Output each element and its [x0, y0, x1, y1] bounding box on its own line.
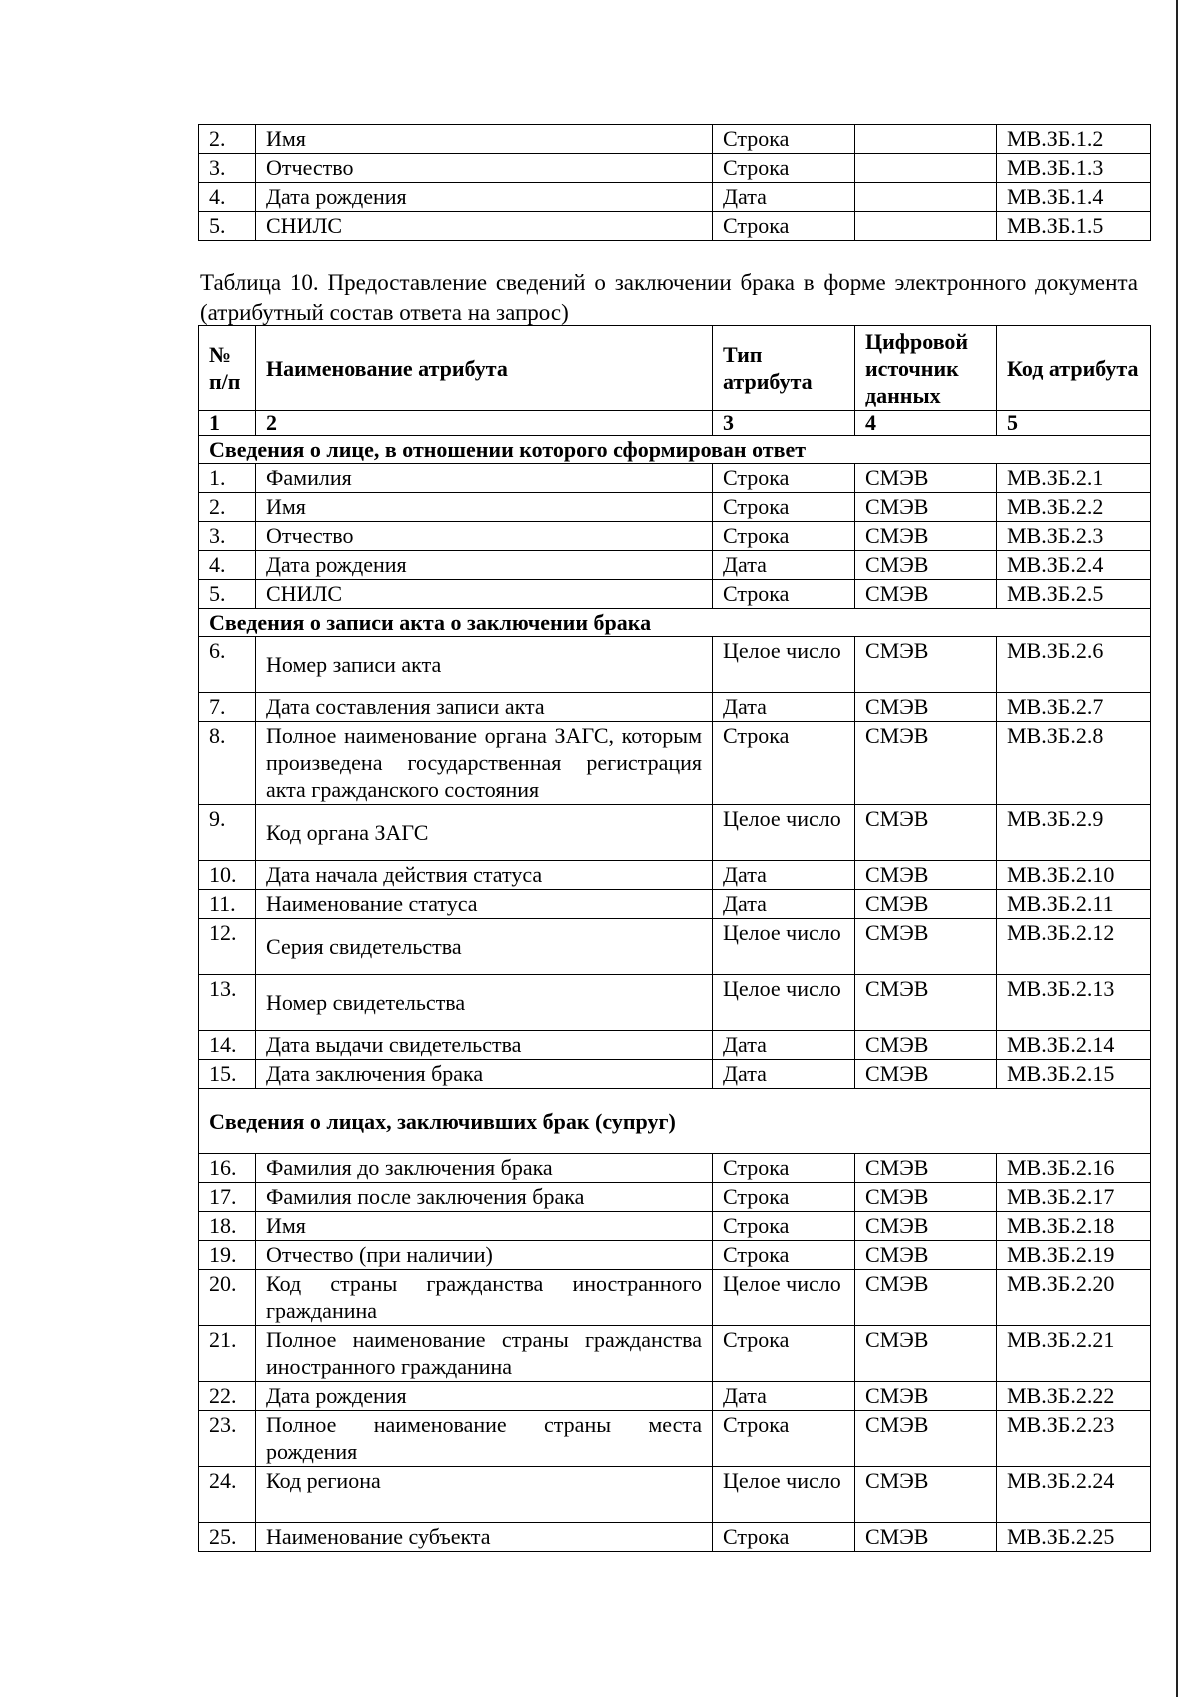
- attribute-code: МВ.ЗБ.1.4: [997, 183, 1151, 212]
- attribute-type: Строка: [713, 125, 855, 154]
- attribute-code: МВ.ЗБ.2.22: [997, 1382, 1151, 1411]
- data-source: СМЭВ: [855, 1060, 997, 1089]
- attribute-name: Дата рождения: [256, 183, 713, 212]
- attribute-name: Полное наименование страны гражданства иностранного гражданина: [256, 1326, 713, 1382]
- attribute-name: Фамилия после заключения брака: [256, 1183, 713, 1212]
- attribute-code: МВ.ЗБ.2.5: [997, 580, 1151, 609]
- attribute-type: Целое число: [713, 919, 855, 975]
- header-attribute-type: Тип атрибута: [713, 326, 855, 411]
- data-source: СМЭВ: [855, 1382, 997, 1411]
- row-number: 9.: [199, 805, 256, 861]
- section-title: Сведения о лицах, заключивших брак (супруг): [199, 1089, 1151, 1154]
- data-source: СМЭВ: [855, 493, 997, 522]
- attribute-name: Дата начала действия статуса: [256, 861, 713, 890]
- header-number: № п/п: [199, 326, 256, 411]
- attribute-code: МВ.ЗБ.2.1: [997, 464, 1151, 493]
- attribute-name: Имя: [256, 1212, 713, 1241]
- data-source: СМЭВ: [855, 580, 997, 609]
- row-number: 22.: [199, 1382, 256, 1411]
- attribute-name: Имя: [256, 125, 713, 154]
- table-row: [199, 722, 1151, 805]
- table-row: [199, 1212, 1151, 1241]
- row-number: 8.: [199, 722, 256, 805]
- table-row: [199, 1031, 1151, 1060]
- table-row: [199, 580, 1151, 609]
- attribute-code: МВ.ЗБ.2.24: [997, 1467, 1151, 1523]
- attribute-code: МВ.ЗБ.2.11: [997, 890, 1151, 919]
- data-source: [855, 212, 997, 241]
- attribute-name: Полное наименование страны места рождения: [256, 1411, 713, 1467]
- attribute-code: МВ.ЗБ.2.14: [997, 1031, 1151, 1060]
- row-number: 23.: [199, 1411, 256, 1467]
- attribute-name: Имя: [256, 493, 713, 522]
- attribute-name: Дата рождения: [256, 1382, 713, 1411]
- table-row: [199, 693, 1151, 722]
- data-source: СМЭВ: [855, 1183, 997, 1212]
- attribute-type: Строка: [713, 1241, 855, 1270]
- data-source: СМЭВ: [855, 861, 997, 890]
- section-header-row: [199, 1089, 1151, 1154]
- table-row: [199, 1326, 1151, 1382]
- header-data-source: Цифровой источник данных: [855, 326, 997, 411]
- attribute-name: СНИЛС: [256, 212, 713, 241]
- table-row: [199, 212, 1151, 241]
- column-number: 3: [713, 411, 855, 436]
- attribute-name: Наименование статуса: [256, 890, 713, 919]
- row-number: 2.: [199, 125, 256, 154]
- row-number: 17.: [199, 1183, 256, 1212]
- table-row: [199, 464, 1151, 493]
- table-row: [199, 125, 1151, 154]
- attribute-type: Целое число: [713, 805, 855, 861]
- data-source: СМЭВ: [855, 1241, 997, 1270]
- header-attribute-code: Код атрибута: [997, 326, 1151, 411]
- attribute-code: МВ.ЗБ.2.10: [997, 861, 1151, 890]
- attribute-code: МВ.ЗБ.2.20: [997, 1270, 1151, 1326]
- attribute-type: Дата: [713, 861, 855, 890]
- data-source: СМЭВ: [855, 1326, 997, 1382]
- table-row: [199, 919, 1151, 975]
- table-row: [199, 1241, 1151, 1270]
- table-row: [199, 890, 1151, 919]
- table-row: [199, 805, 1151, 861]
- data-source: СМЭВ: [855, 693, 997, 722]
- attribute-name: Код страны гражданства иностранного гражданина: [256, 1270, 713, 1326]
- row-number: 5.: [199, 212, 256, 241]
- table-row: [199, 1183, 1151, 1212]
- attribute-type: Строка: [713, 464, 855, 493]
- data-source: [855, 125, 997, 154]
- attribute-name: Дата заключения брака: [256, 1060, 713, 1089]
- attribute-type: Дата: [713, 1031, 855, 1060]
- attribute-name: Фамилия до заключения брака: [256, 1154, 713, 1183]
- attribute-type: Строка: [713, 722, 855, 805]
- attribute-code: МВ.ЗБ.2.12: [997, 919, 1151, 975]
- table-row: [199, 154, 1151, 183]
- attribute-code: МВ.ЗБ.2.13: [997, 975, 1151, 1031]
- attribute-type: Строка: [713, 522, 855, 551]
- data-source: СМЭВ: [855, 1154, 997, 1183]
- data-source: СМЭВ: [855, 464, 997, 493]
- attribute-type: Строка: [713, 154, 855, 183]
- data-source: СМЭВ: [855, 637, 997, 693]
- data-source: СМЭВ: [855, 722, 997, 805]
- attribute-code: МВ.ЗБ.2.25: [997, 1523, 1151, 1552]
- data-source: СМЭВ: [855, 1212, 997, 1241]
- attribute-type: Строка: [713, 212, 855, 241]
- attribute-type: Целое число: [713, 1270, 855, 1326]
- scan-page-edge: [1176, 0, 1178, 1697]
- row-number: 2.: [199, 493, 256, 522]
- attribute-type: Строка: [713, 1212, 855, 1241]
- attribute-name: Дата рождения: [256, 551, 713, 580]
- section-header-row: [199, 436, 1151, 464]
- data-source: СМЭВ: [855, 1467, 997, 1523]
- marriage-response-attribute-table: [198, 325, 1151, 1552]
- attribute-type: Строка: [713, 1154, 855, 1183]
- row-number: 24.: [199, 1467, 256, 1523]
- row-number: 13.: [199, 975, 256, 1031]
- data-source: СМЭВ: [855, 1031, 997, 1060]
- attribute-type: Дата: [713, 1060, 855, 1089]
- attribute-type: Целое число: [713, 1467, 855, 1523]
- table-row: [199, 1382, 1151, 1411]
- row-number: 11.: [199, 890, 256, 919]
- row-number: 15.: [199, 1060, 256, 1089]
- section-title: Сведения о лице, в отношении которого сформирован ответ: [199, 436, 1151, 464]
- data-source: СМЭВ: [855, 919, 997, 975]
- attribute-code: МВ.ЗБ.2.8: [997, 722, 1151, 805]
- attribute-name: Отчество: [256, 154, 713, 183]
- attribute-name: Номер свидетельства: [256, 975, 713, 1031]
- table-row: [199, 551, 1151, 580]
- attribute-code: МВ.ЗБ.2.18: [997, 1212, 1151, 1241]
- column-number: 4: [855, 411, 997, 436]
- table-row: [199, 637, 1151, 693]
- table-row: [199, 183, 1151, 212]
- attribute-code: МВ.ЗБ.1.2: [997, 125, 1151, 154]
- table-row: [199, 975, 1151, 1031]
- row-number: 25.: [199, 1523, 256, 1552]
- row-number: 10.: [199, 861, 256, 890]
- attribute-code: МВ.ЗБ.2.9: [997, 805, 1151, 861]
- attribute-name: Дата выдачи свидетельства: [256, 1031, 713, 1060]
- attribute-code: МВ.ЗБ.2.2: [997, 493, 1151, 522]
- table-row: [199, 861, 1151, 890]
- attribute-code: МВ.ЗБ.2.23: [997, 1411, 1151, 1467]
- attribute-name: СНИЛС: [256, 580, 713, 609]
- attribute-type: Дата: [713, 693, 855, 722]
- attribute-type: Дата: [713, 551, 855, 580]
- row-number: 14.: [199, 1031, 256, 1060]
- data-source: СМЭВ: [855, 890, 997, 919]
- attribute-type: Строка: [713, 580, 855, 609]
- data-source: СМЭВ: [855, 1523, 997, 1552]
- column-number: 1: [199, 411, 256, 436]
- column-number: 2: [256, 411, 713, 436]
- row-number: 20.: [199, 1270, 256, 1326]
- row-number: 12.: [199, 919, 256, 975]
- column-number-row: [199, 411, 1151, 436]
- header-attribute-name: Наименование атрибута: [256, 326, 713, 411]
- table-row: [199, 1154, 1151, 1183]
- row-number: 16.: [199, 1154, 256, 1183]
- data-source: [855, 183, 997, 212]
- table-row: [199, 1060, 1151, 1089]
- data-source: СМЭВ: [855, 551, 997, 580]
- attribute-type: Дата: [713, 1382, 855, 1411]
- continued-attribute-table: [198, 124, 1151, 241]
- table-row: [199, 522, 1151, 551]
- data-source: СМЭВ: [855, 522, 997, 551]
- attribute-name: Отчество: [256, 522, 713, 551]
- attribute-type: Целое число: [713, 637, 855, 693]
- data-source: СМЭВ: [855, 805, 997, 861]
- attribute-name: Фамилия: [256, 464, 713, 493]
- attribute-type: Строка: [713, 493, 855, 522]
- attribute-name: Код региона: [256, 1467, 713, 1523]
- data-source: СМЭВ: [855, 975, 997, 1031]
- attribute-code: МВ.ЗБ.2.7: [997, 693, 1151, 722]
- column-number: 5: [997, 411, 1151, 436]
- attribute-code: МВ.ЗБ.2.21: [997, 1326, 1151, 1382]
- row-number: 4.: [199, 183, 256, 212]
- data-source: СМЭВ: [855, 1411, 997, 1467]
- row-number: 4.: [199, 551, 256, 580]
- table-header-row: [199, 326, 1151, 411]
- attribute-code: МВ.ЗБ.2.16: [997, 1154, 1151, 1183]
- attribute-code: МВ.ЗБ.2.6: [997, 637, 1151, 693]
- attribute-type: Целое число: [713, 975, 855, 1031]
- attribute-name: Код органа ЗАГС: [256, 805, 713, 861]
- attribute-type: Дата: [713, 890, 855, 919]
- table-row: [199, 1270, 1151, 1326]
- attribute-name: Наименование субъекта: [256, 1523, 713, 1552]
- attribute-code: МВ.ЗБ.2.19: [997, 1241, 1151, 1270]
- section-title: Сведения о записи акта о заключении брака: [199, 609, 1151, 637]
- row-number: 3.: [199, 154, 256, 183]
- row-number: 21.: [199, 1326, 256, 1382]
- attribute-type: Дата: [713, 183, 855, 212]
- attribute-name: Дата составления записи акта: [256, 693, 713, 722]
- row-number: 7.: [199, 693, 256, 722]
- attribute-code: МВ.ЗБ.2.4: [997, 551, 1151, 580]
- attribute-type: Строка: [713, 1326, 855, 1382]
- table-row: [199, 1523, 1151, 1552]
- row-number: 6.: [199, 637, 256, 693]
- row-number: 3.: [199, 522, 256, 551]
- data-source: СМЭВ: [855, 1270, 997, 1326]
- attribute-type: Строка: [713, 1183, 855, 1212]
- attribute-name: Полное наименование органа ЗАГС, которым произведена государственная регистрация акта гражданского состояния: [256, 722, 713, 805]
- attribute-code: МВ.ЗБ.2.15: [997, 1060, 1151, 1089]
- attribute-code: МВ.ЗБ.2.17: [997, 1183, 1151, 1212]
- attribute-name: Серия свидетельства: [256, 919, 713, 975]
- attribute-name: Отчество (при наличии): [256, 1241, 713, 1270]
- table-caption: Таблица 10. Предоставление сведений о заключении брака в форме электронного документа (атрибутный состав ответа на запрос): [200, 270, 1138, 325]
- data-source: [855, 154, 997, 183]
- row-number: 5.: [199, 580, 256, 609]
- attribute-code: МВ.ЗБ.2.3: [997, 522, 1151, 551]
- attribute-name: Номер записи акта: [256, 637, 713, 693]
- attribute-type: Строка: [713, 1411, 855, 1467]
- attribute-type: Строка: [713, 1523, 855, 1552]
- attribute-code: МВ.ЗБ.1.3: [997, 154, 1151, 183]
- attribute-code: МВ.ЗБ.1.5: [997, 212, 1151, 241]
- table-row: [199, 1411, 1151, 1467]
- row-number: 1.: [199, 464, 256, 493]
- table-row: [199, 493, 1151, 522]
- row-number: 18.: [199, 1212, 256, 1241]
- table-row: [199, 1467, 1151, 1523]
- section-header-row: [199, 609, 1151, 637]
- row-number: 19.: [199, 1241, 256, 1270]
